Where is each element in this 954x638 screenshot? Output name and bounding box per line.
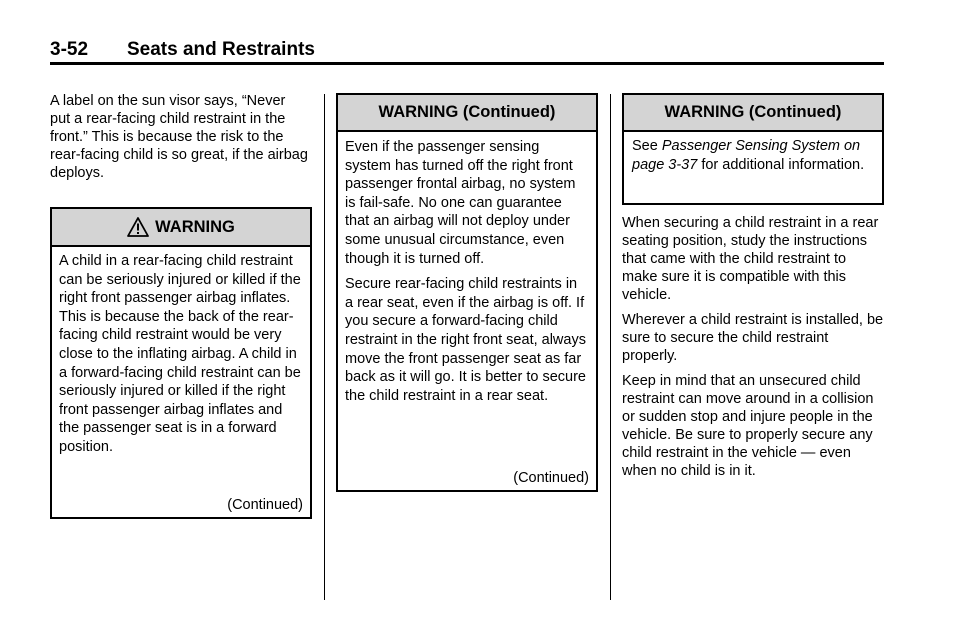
- column-divider: [610, 94, 611, 600]
- warning-continued-box: [336, 93, 598, 492]
- warning-reference-text: See Passenger Sensing System on page 3-37 for additional information.: [632, 138, 865, 173]
- section-title: Seats and Restraints: [127, 39, 315, 60]
- warning-box: [50, 207, 312, 519]
- warning-continued-body: [624, 132, 882, 174]
- warning-heading-text: WARNING: [155, 217, 235, 236]
- warning-body: [52, 247, 310, 457]
- warning-text: A child in a rear-facing child restraint can be seriously injured or killed if the right front passenger airbag inflates. This is because the back of the rear-facing child restraint would be very close to the inflating airbag. A child in a forward-facing child restraint can be seriously injured or killed if the right front passenger airbag inflates and the passenger seat is in a forward position.: [59, 253, 301, 455]
- body-paragraph: Wherever a child restraint is installed, be sure to secure the child restraint properly.: [622, 312, 884, 364]
- continued-label: (Continued): [513, 470, 589, 486]
- warning-continued-heading: WARNING (Continued): [338, 95, 596, 132]
- page-header: [50, 39, 884, 61]
- header-rule: [50, 62, 884, 65]
- intro-text: A label on the sun visor says, “Never put a rear-facing child restraint in the front.” This is because the risk to the rear-facing child is so great, if the airbag deploys.: [50, 93, 308, 181]
- body-text-column3: [622, 214, 884, 480]
- warning-continued-body: [338, 132, 596, 405]
- column-divider: [324, 94, 325, 600]
- body-paragraph: Keep in mind that an unsecured child restraint can move around in a collision or sudden stop and injure people in the vehicle. Be sure to properly secure any child restraint in the vehicle — even when no child is in it.: [622, 373, 874, 479]
- intro-paragraph: [50, 92, 308, 182]
- warning-paragraph: Secure rear-facing child restraints in a rear seat, even if the airbag is off. If you secure a forward-facing child restraint in the right front seat, always move the front passenger seat as far back as it will go. It is better to secure the child restraint in a rear seat.: [345, 276, 586, 404]
- page-number: 3-52: [50, 39, 89, 60]
- warning-continued-box: [622, 93, 884, 205]
- warning-heading: [52, 209, 310, 247]
- warning-triangle-icon: [127, 217, 149, 237]
- warning-continued-heading: WARNING (Continued): [624, 95, 882, 132]
- body-paragraph: When securing a child restraint in a rear seating position, study the instructions that came with the child restraint to make sure it is compatible with this vehicle.: [622, 215, 879, 303]
- continued-label: (Continued): [227, 497, 303, 513]
- cross-reference-link[interactable]: Passenger Sensing System on page 3-37: [632, 138, 861, 173]
- warning-paragraph: Even if the passenger sensing system has turned off the right front passenger frontal airbag, no system is fail-safe. No one can guarantee that an airbag will not deploy under some unusual circumstance, even though it is turned off.: [345, 139, 576, 267]
